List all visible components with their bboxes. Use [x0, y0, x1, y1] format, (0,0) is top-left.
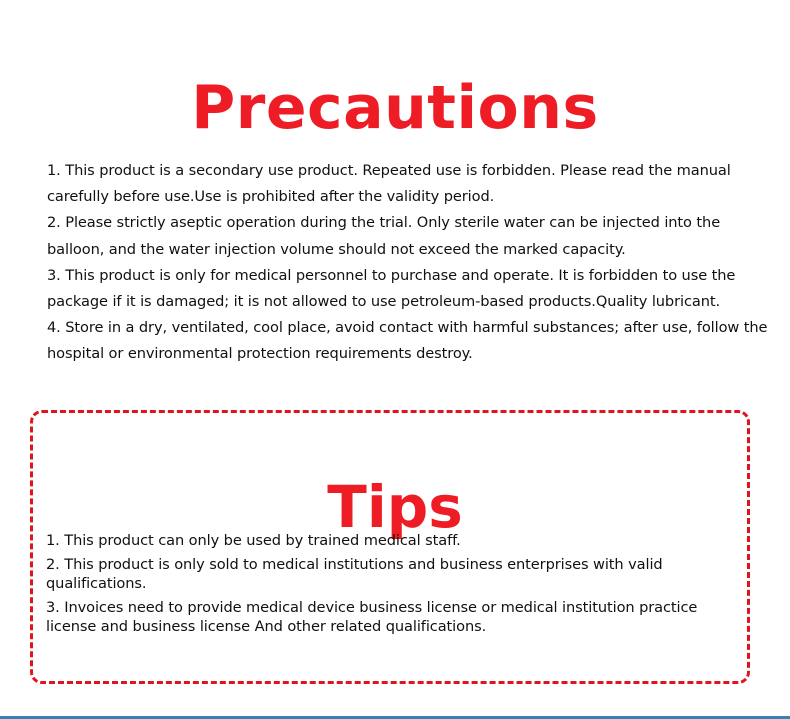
precautions-list: [47, 158, 772, 368]
precautions-title: Precautions: [191, 73, 599, 144]
tip-item-3: 3. Invoices need to provide medical device business license or medical institution practice license and business license And other related qualifications.: [46, 599, 698, 635]
tips-list: [46, 531, 716, 641]
tips-title: Tips: [327, 473, 463, 542]
tip-item-1: 1. This product can only be used by trained medical staff.: [46, 532, 461, 549]
precaution-item-4: 4. Store in a dry, ventilated, cool place, avoid contact with harmful substances; after use, follow the hospital or environmental protection requirements destroy.: [47, 319, 768, 363]
precaution-item-3: 3. This product is only for medical personnel to purchase and operate. It is forbidden to use the package if it is damaged; it is not allowed to use petroleum-based products.Quality lubricant.: [47, 266, 736, 311]
tip-item-2: 2. This product is only sold to medical institutions and business enterprises with valid qualifications.: [46, 556, 663, 592]
precaution-item-2: 2. Please strictly aseptic operation during the trial. Only sterile water can be injected into the balloon, and the water injection volume should not exceed the marked capacity.: [47, 214, 721, 258]
precaution-item-1: 1. This product is a secondary use product. Repeated use is forbidden. Please read the manual carefully before use.Use is prohibited after the validity period.: [47, 162, 731, 206]
